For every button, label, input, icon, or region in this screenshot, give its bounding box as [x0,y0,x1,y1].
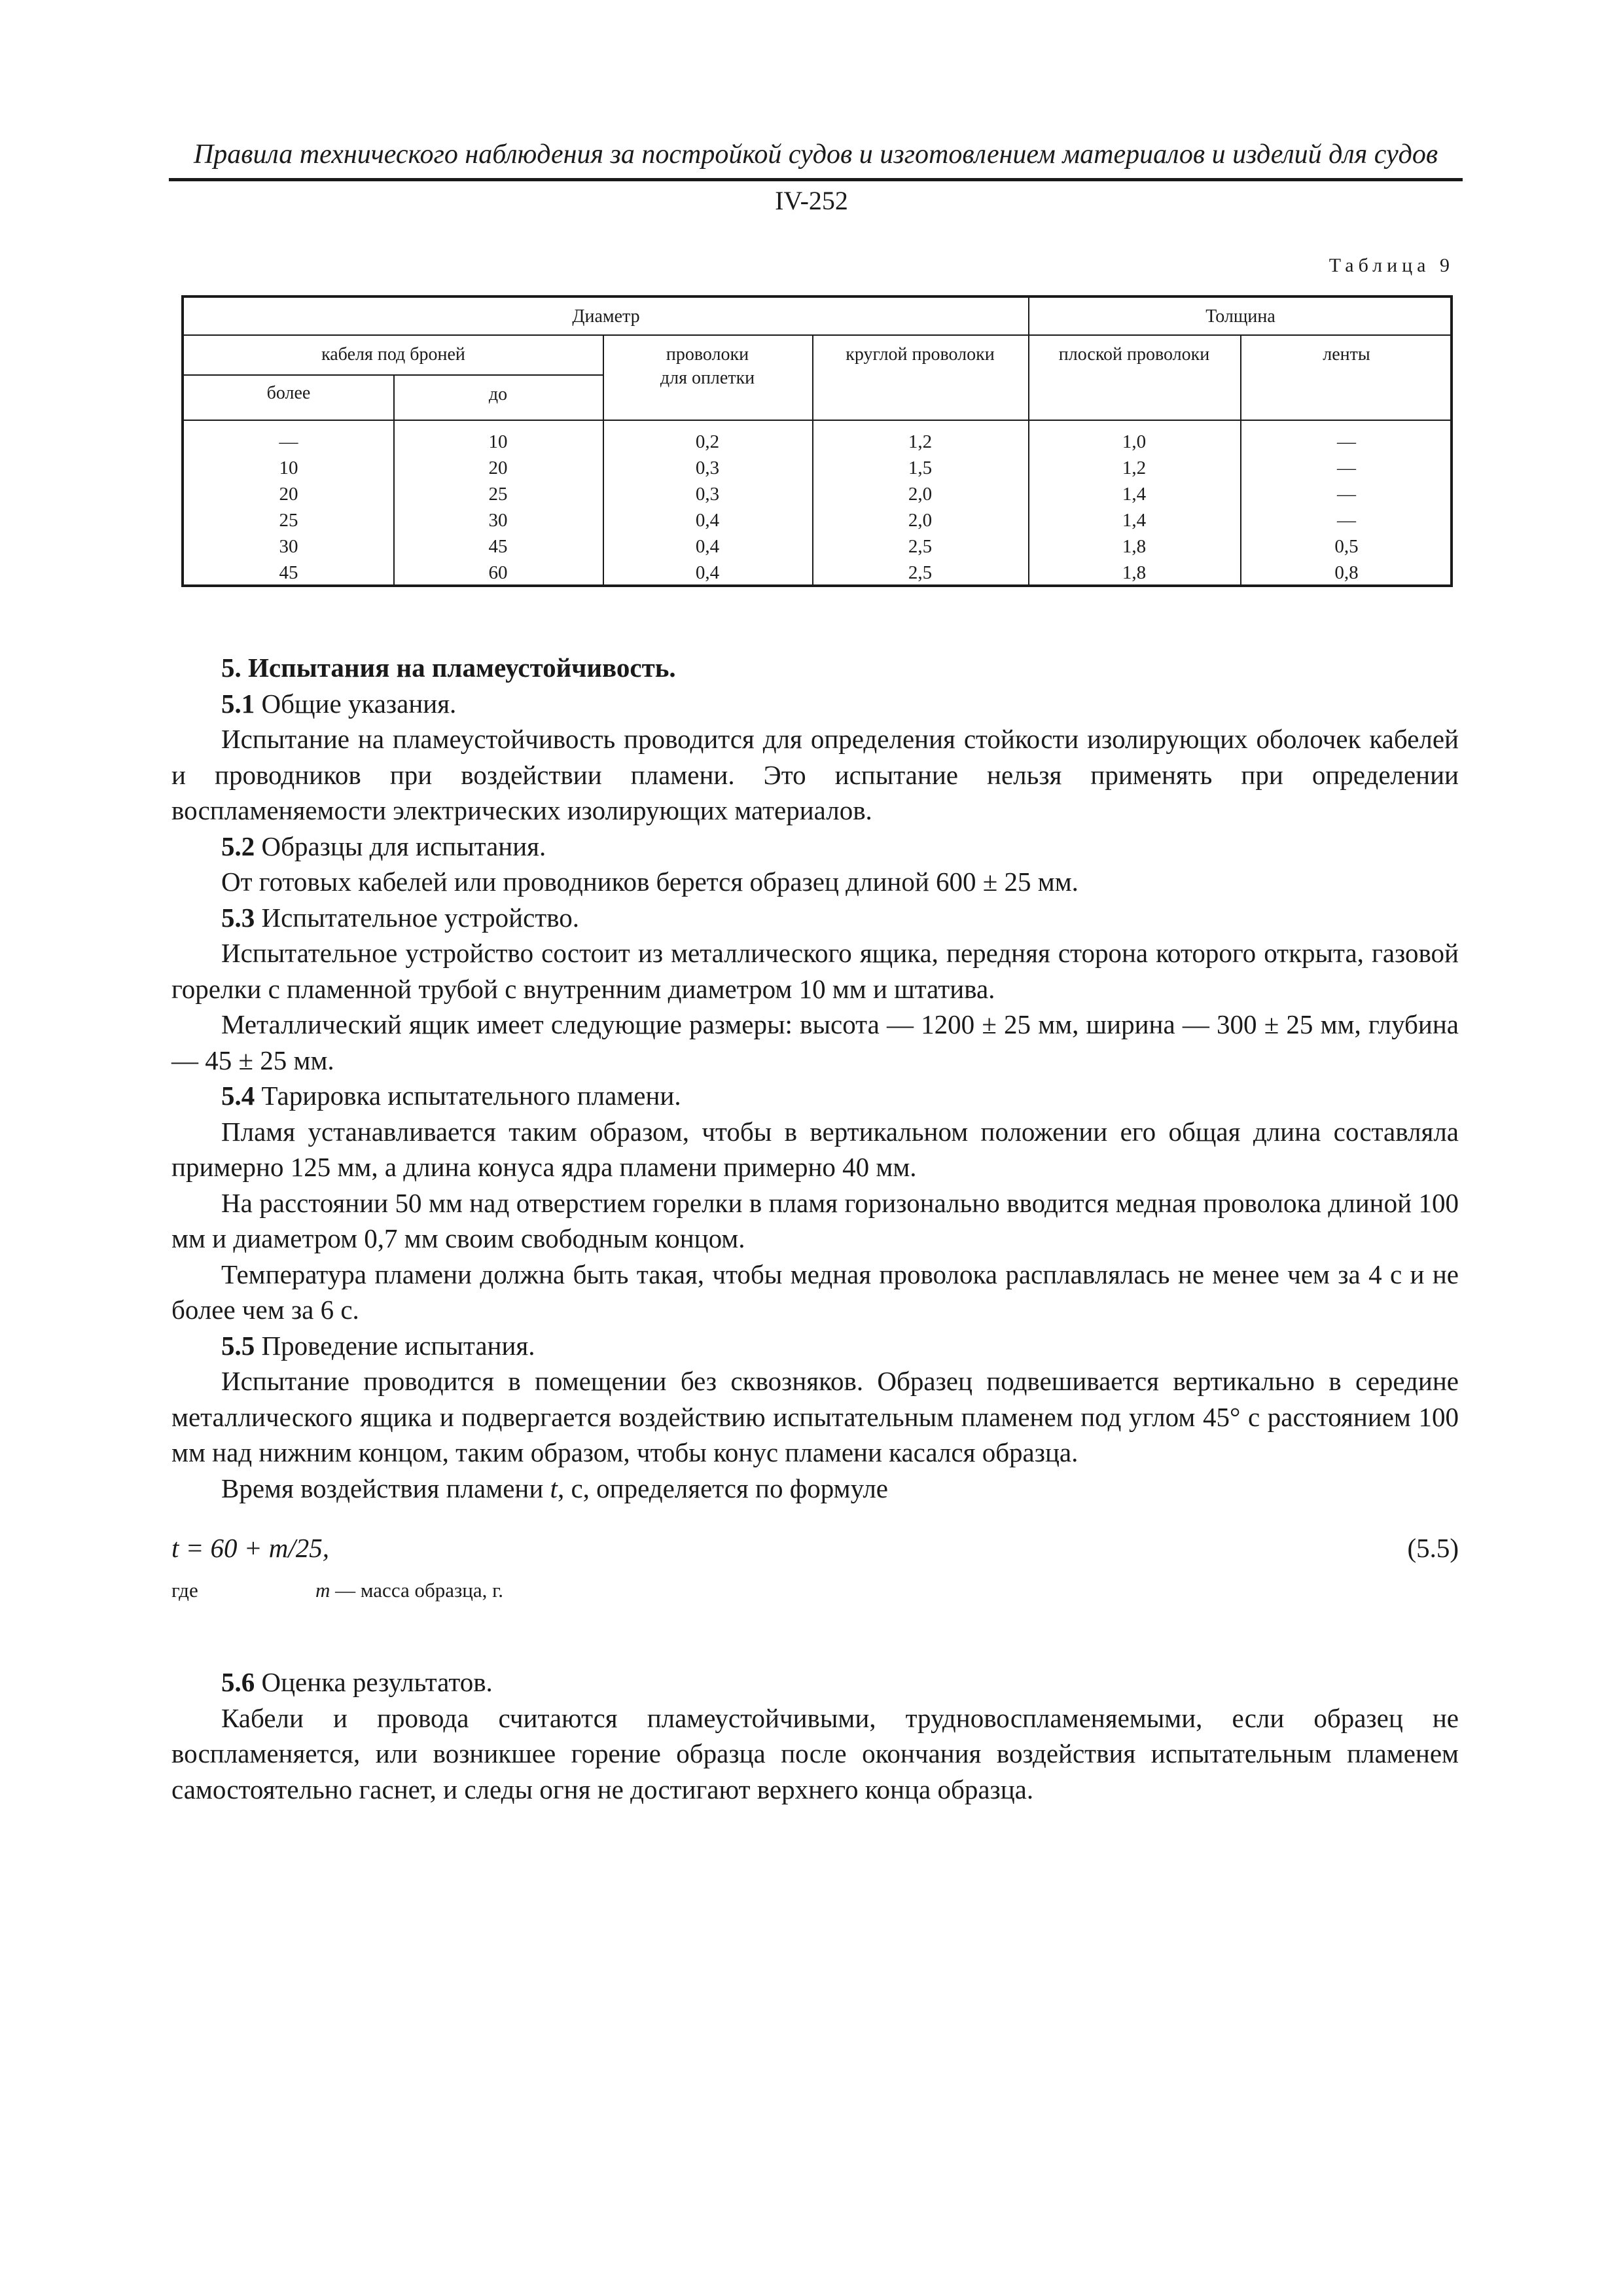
table-cell: — [1337,510,1356,531]
table-cell: 2,5 [908,536,933,557]
header-upto: до [488,384,508,404]
paragraph: Температура пламени должна быть такая, чтобы медная проволока расплавлялась не менее чем за 4 с и не более чем за 6 с. [171,1259,1459,1325]
page-header [169,139,1463,181]
where-word: где [171,1579,198,1602]
table-cell: 2,5 [908,562,933,583]
table-cell: 10 [279,457,298,478]
table-cell: 25 [279,510,298,531]
subsection-title [171,686,1459,722]
table-cell: 1,5 [908,457,933,478]
table-cell: 0,4 [695,562,720,583]
table-cell: 0,4 [695,510,720,531]
formula-expression: t = 60 + m/25, [171,1533,329,1563]
header-wire-braid-2: для оплетки [660,368,755,388]
table-cell: 20 [279,484,298,505]
table-cell: 30 [488,510,508,531]
subsection-number: 5.2 [221,831,255,861]
subsection-title-text: Образцы для испытания. [255,831,546,861]
subsection-title-text: Оценка результатов. [255,1667,493,1697]
paragraph: Металлический ящик имеет следующие размеры: высота — 1200 ± 25 мм, ширина — 300 ± 25 мм, глубина — 45 ± 25 мм. [171,1009,1459,1075]
header-wire-braid-1: проволоки [666,344,749,365]
variable-t: t [550,1473,558,1503]
table-cell: 0,4 [695,536,720,557]
table-cell: 1,8 [1122,536,1147,557]
subsection-title [171,1078,1459,1114]
header-tape: ленты [1323,344,1370,365]
subsection-number: 5.1 [221,688,255,719]
table-header-bottom-line [184,420,1450,421]
table-cell: 25 [488,484,508,505]
page-number: IV-252 [775,186,848,215]
table-line [184,334,1450,336]
subsection-title [171,900,1459,936]
table-cell: 1,2 [1122,457,1147,478]
subsection-number: 5.3 [221,902,255,933]
header-title: Правила технического наблюдения за постройкой судов и изготовлением материалов и изделий для судов [193,139,1438,170]
table-cell: 60 [488,562,508,583]
section-body-2 [171,1664,1459,1807]
table-cell: 10 [488,431,508,452]
spec-table [181,295,1453,587]
table-cell: 45 [488,536,508,557]
paragraph: Испытание проводится в помещении без сквозняков. Образец подвешивается вертикально в середине металлического ящика и подвергается воздействию испытательным пламенем под углом 45° с расстоянием 100 мм над нижним концом, таким образом, чтобы конус пламени касался образца. [171,1366,1459,1467]
table-cell: 0,2 [695,431,720,452]
paragraph: На расстоянии 50 мм над отверстием горелки в пламя горизонально вводится медная проволока длиной 100 мм и диаметром 0,7 мм своим свободным концом. [171,1187,1459,1253]
table-cell: 1,4 [1122,484,1147,505]
subsection-title [171,829,1459,865]
table-cell: 1,8 [1122,562,1147,583]
table-cell: 1,4 [1122,510,1147,531]
table-cell: 20 [488,457,508,478]
paragraph: Испытательное устройство состоит из металлического ящика, передняя сторона которого открыта, газовой горелки с пламенной трубой с внутренним диаметром 10 мм и штатива. [171,938,1459,1004]
header-more: более [266,383,311,403]
subsection-title-text: Общие указания. [255,688,457,719]
table-cell: 1,0 [1122,431,1147,452]
text-run: Время воздействия пламени [221,1473,550,1503]
where-definition [315,1579,503,1602]
paragraph: От готовых кабелей или проводников берется образец длиной 600 ± 25 мм. [221,867,1079,897]
paragraph [171,1471,1459,1507]
subsection-number: 5.4 [221,1081,255,1111]
subsection-title [171,1664,1459,1700]
table-cell: 45 [279,562,298,583]
table-cell: — [279,431,298,452]
section-heading: 5. Испытания на пламеустойчивость. [221,653,676,683]
subsection-number: 5.6 [221,1667,255,1697]
subsection-title-text: Тарировка испытательного пламени. [255,1081,681,1111]
table-caption: Таблица 9 [1329,255,1454,276]
table-cell: 0,5 [1334,536,1359,557]
table-cell: — [1337,431,1356,452]
paragraph: Кабели и провода считаются пламеустойчивыми, трудновоспламеняемыми, если образец не воспламеняется, или возникшее горение образца после окончания воздействия испытательным пламенем самостоятельно гаснет, и следы огня не достигают верхнего конца образца. [171,1702,1459,1804]
header-flat-wire: плоской проволоки [1058,344,1210,365]
header-thickness: Толщина [1205,306,1275,327]
text-run: , с, определяется по формуле [557,1473,888,1503]
subsection-number: 5.5 [221,1330,255,1361]
table-cell: 0,8 [1334,562,1359,583]
formula-number: (5.5) [1407,1533,1459,1563]
table-cell: 2,0 [908,484,933,505]
header-diameter: Диаметр [572,306,640,327]
subsection-title [171,1328,1459,1364]
subsection-title-text: Испытательное устройство. [255,902,580,933]
table-cell: 0,3 [695,457,720,478]
table-cell: — [1337,484,1356,505]
header-round-wire: круглой проволоки [846,344,995,365]
table-cell: 30 [279,536,298,557]
table-cell: — [1337,457,1356,478]
table-cell: 0,3 [695,484,720,505]
table-cell: 1,2 [908,431,933,452]
text-run: — масса образца, г. [330,1579,504,1602]
subsection-title-text: Проведение испытания. [255,1330,535,1361]
table-cell: 2,0 [908,510,933,531]
paragraph: Испытание на пламеустойчивость проводится для определения стойкости изолирующих оболочек кабелей и проводников при воздействии пламени. Это испытание нельзя применять при определении воспламеняемости электрических изолирующих материалов. [171,724,1459,825]
section-body [171,650,1459,1506]
variable-m: m [315,1579,330,1602]
header-cable: кабеля под броней [321,344,465,365]
paragraph: Пламя устанавливается таким образом, чтобы в вертикальном положении его общая длина составляла примерно 125 мм, а длина конуса ядра пламени примерно 40 мм. [171,1116,1459,1182]
